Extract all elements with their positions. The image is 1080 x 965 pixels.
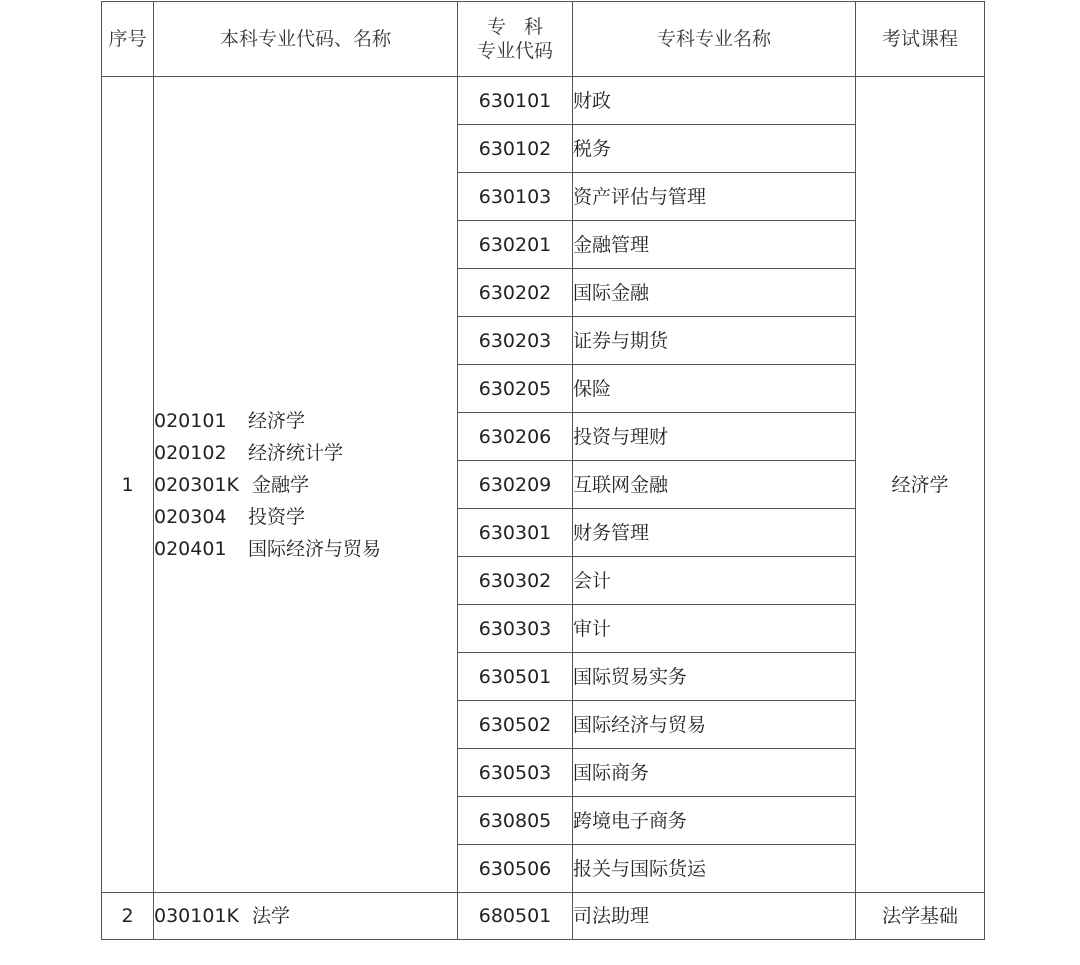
associate-name: 财政 [573, 77, 856, 125]
associate-code: 630301 [458, 509, 573, 557]
bachelor-major-code: 020101 [154, 409, 227, 432]
seq-cell: 2 [102, 893, 154, 940]
bachelor-major-code: 020102 [154, 441, 227, 464]
header-associate-code-line2: 专业代码 [476, 40, 553, 62]
bachelor-major-item [154, 501, 457, 533]
associate-code: 630202 [458, 269, 573, 317]
bachelor-major-code: 030101K [154, 905, 239, 927]
header-bachelor-major: 本科专业代码、名称 [154, 2, 458, 77]
bachelor-major-name: 经济学 [248, 409, 306, 432]
header-seq: 序号 [102, 2, 154, 77]
bachelor-major-name: 经济统计学 [248, 441, 344, 464]
associate-code: 630103 [458, 173, 573, 221]
associate-code: 630101 [458, 77, 573, 125]
bachelor-major-name: 国际经济与贸易 [248, 537, 382, 560]
bachelor-major-code: 020401 [154, 537, 227, 560]
associate-code: 630501 [458, 653, 573, 701]
bachelor-major-item [154, 437, 457, 469]
associate-name: 国际商务 [573, 749, 856, 797]
associate-code: 630502 [458, 701, 573, 749]
associate-name: 投资与理财 [573, 413, 856, 461]
bachelor-majors-cell [154, 77, 458, 893]
exam-course-cell: 法学基础 [856, 893, 985, 940]
associate-code: 630303 [458, 605, 573, 653]
associate-name: 财务管理 [573, 509, 856, 557]
associate-name: 证券与期货 [573, 317, 856, 365]
associate-code: 630805 [458, 797, 573, 845]
table-header-row [102, 2, 985, 77]
bachelor-major-item [154, 533, 457, 565]
bachelor-major-item [154, 405, 457, 437]
associate-name: 保险 [573, 365, 856, 413]
associate-code: 630209 [458, 461, 573, 509]
associate-name: 国际经济与贸易 [573, 701, 856, 749]
associate-name: 会计 [573, 557, 856, 605]
associate-code: 630102 [458, 125, 573, 173]
associate-code: 630302 [458, 557, 573, 605]
bachelor-major-name: 金融学 [252, 473, 310, 496]
associate-code: 630205 [458, 365, 573, 413]
table-row [102, 77, 985, 125]
bachelor-major-code: 020301K [154, 473, 239, 496]
bachelor-major-item [154, 900, 457, 932]
associate-code: 630201 [458, 221, 573, 269]
seq-cell: 1 [102, 77, 154, 893]
associate-code: 630203 [458, 317, 573, 365]
exam-course-cell: 经济学 [856, 77, 985, 893]
associate-name: 税务 [573, 125, 856, 173]
associate-name: 互联网金融 [573, 461, 856, 509]
associate-code: 630503 [458, 749, 573, 797]
associate-name: 审计 [573, 605, 856, 653]
associate-name: 报关与国际货运 [573, 845, 856, 893]
associate-name: 国际贸易实务 [573, 653, 856, 701]
associate-name: 跨境电子商务 [573, 797, 856, 845]
header-associate-name: 专科专业名称 [573, 2, 856, 77]
bachelor-major-item [154, 469, 457, 501]
associate-name: 资产评估与管理 [573, 173, 856, 221]
bachelor-major-code: 020304 [154, 505, 227, 528]
bachelor-majors-cell [154, 893, 458, 940]
bachelor-major-name: 法学 [252, 905, 291, 927]
table-row [102, 893, 985, 940]
associate-name: 国际金融 [573, 269, 856, 317]
associate-code: 630506 [458, 845, 573, 893]
bachelor-major-name: 投资学 [248, 505, 306, 528]
major-mapping-table [101, 1, 985, 940]
associate-name: 司法助理 [573, 893, 856, 940]
header-exam-course: 考试课程 [856, 2, 985, 77]
header-associate-code-line1: 专科 [486, 16, 561, 38]
associate-code: 680501 [458, 893, 573, 940]
header-associate-code [458, 2, 573, 77]
associate-name: 金融管理 [573, 221, 856, 269]
associate-code: 630206 [458, 413, 573, 461]
